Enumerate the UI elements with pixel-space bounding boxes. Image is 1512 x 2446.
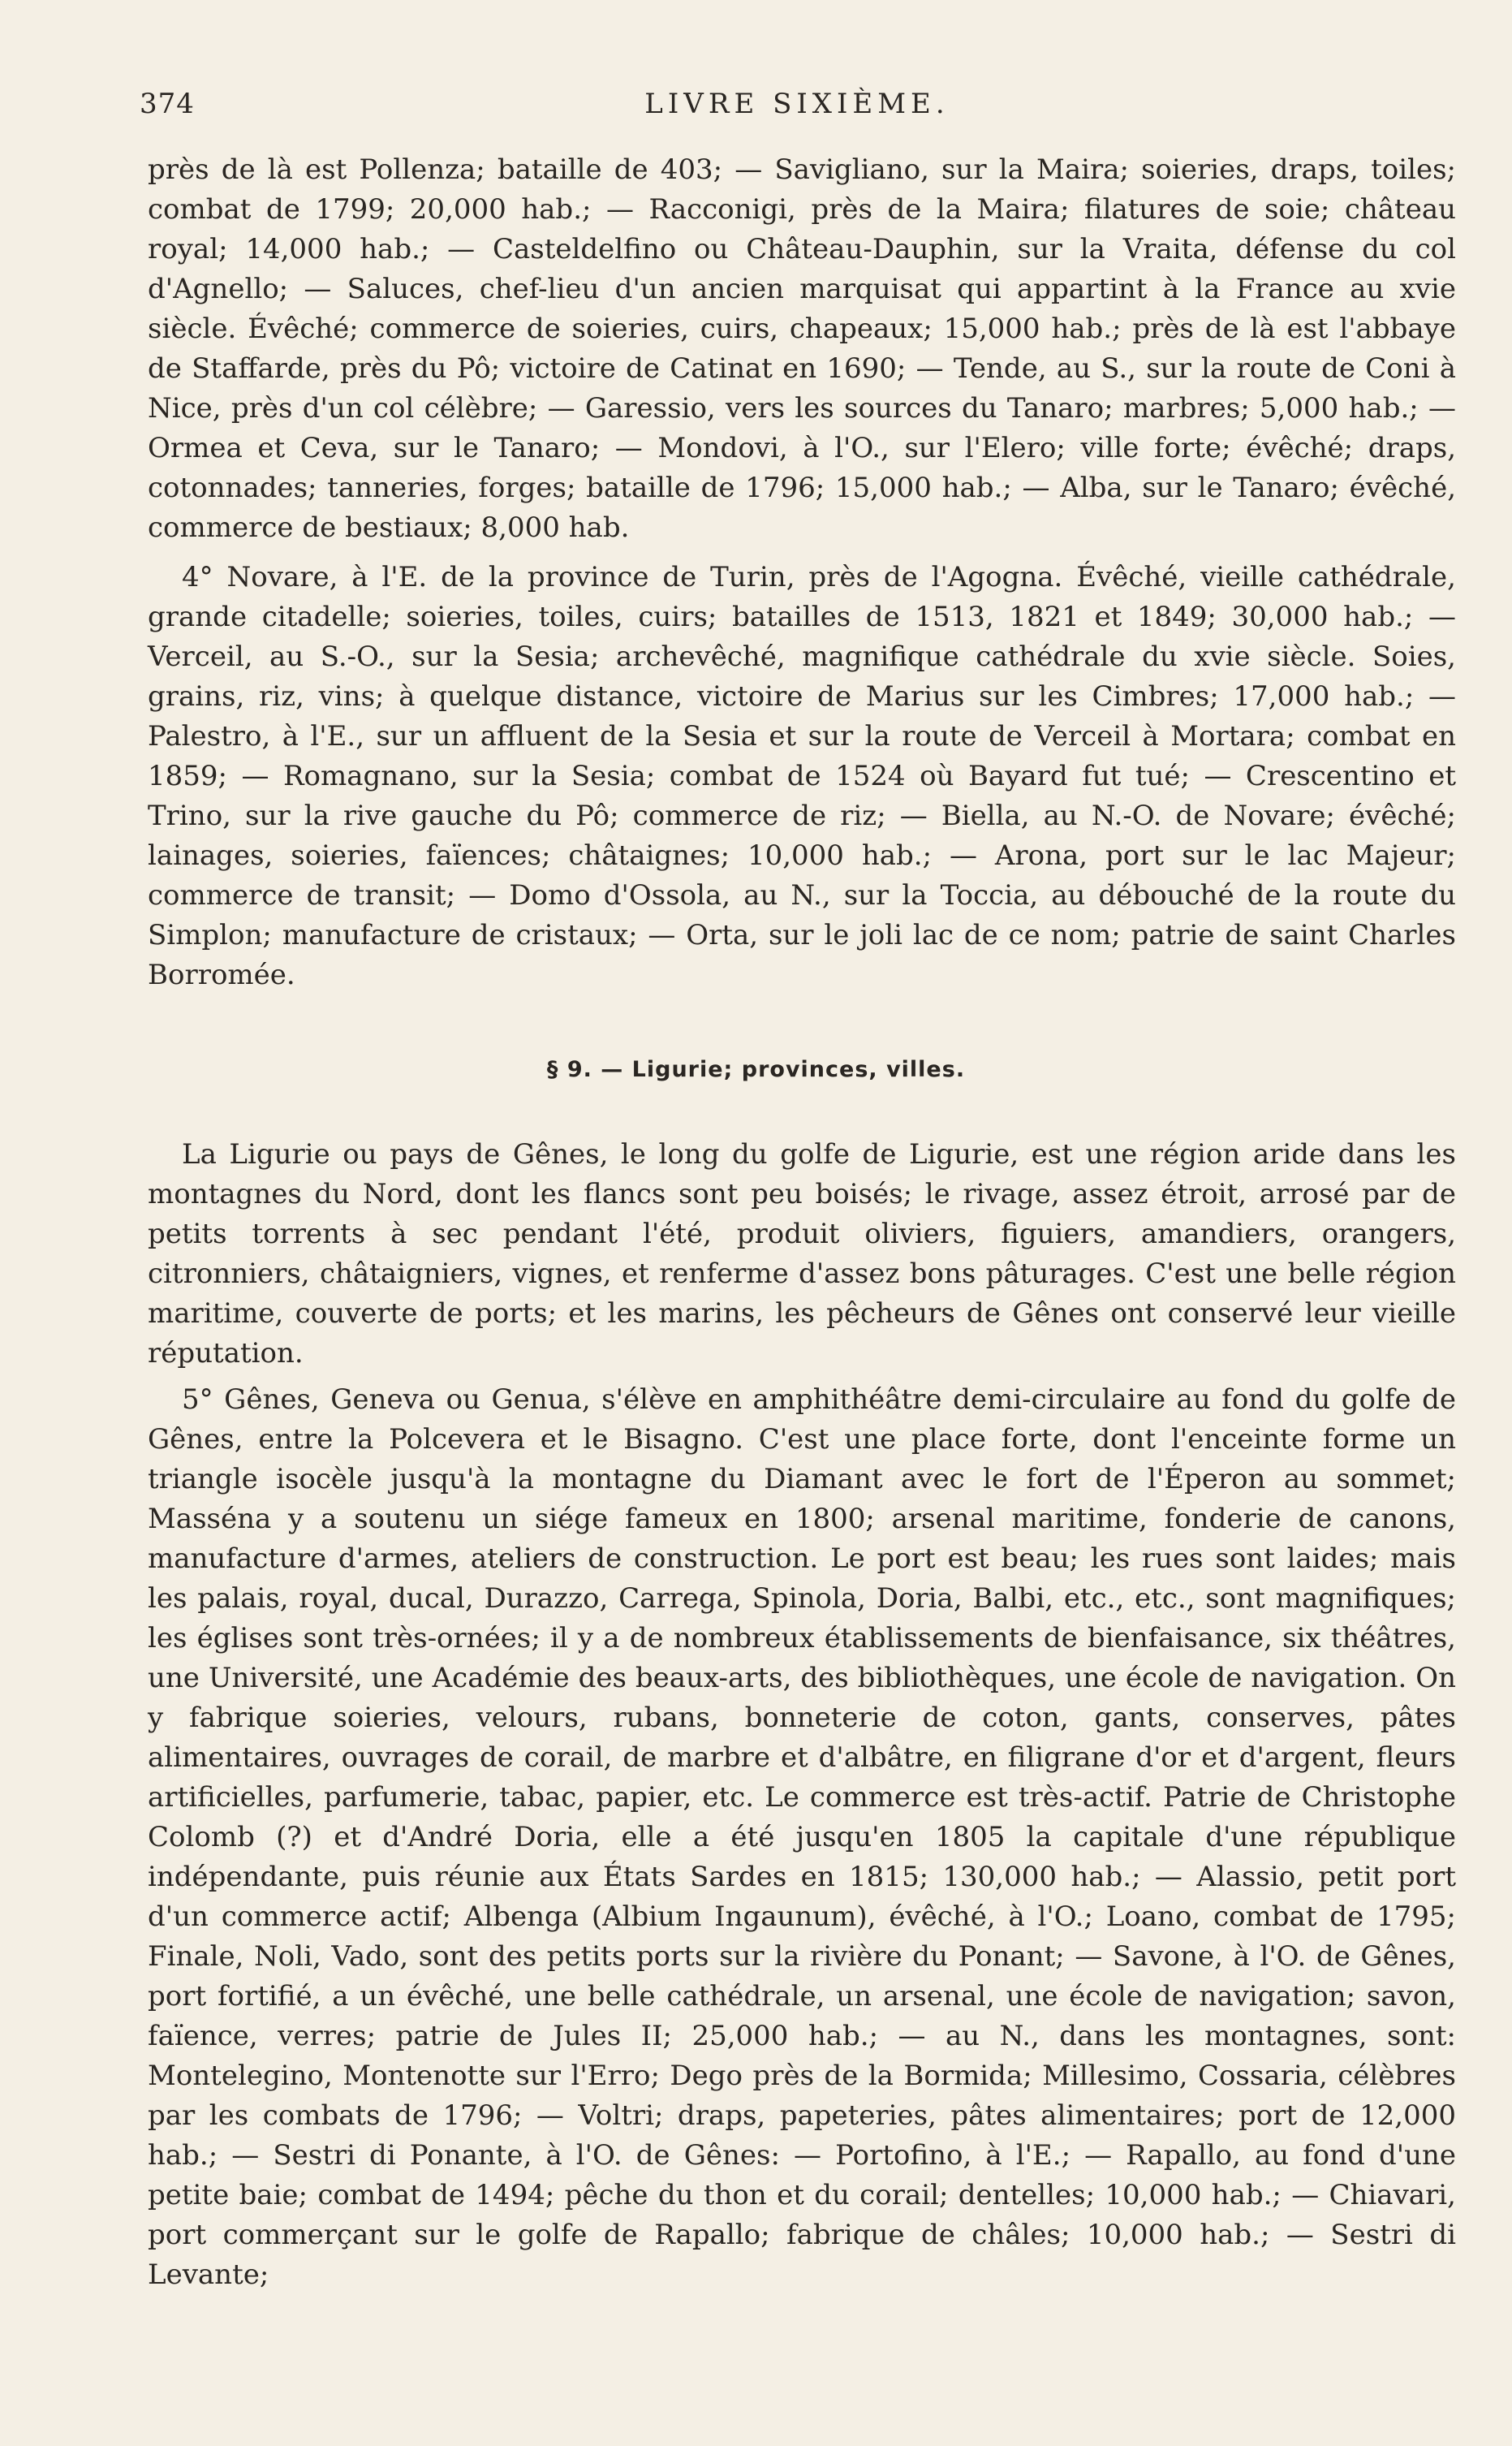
paragraph-text: La Ligurie ou pays de Gênes, le long du golfe de Ligurie, est une région aride dans les montagnes du Nord, dont les flancs sont peu boisés; le rivage, assez étroit, arrosé par de petits torrents à sec pendant l'été, produit oliviers, figuiers, amandiers, orangers, citronniers, châtaigniers, vignes, et renferme d'assez bons pâturages. C'est une belle région maritime, couverte de ports; et les marins, les pêcheurs de Gênes ont conservé leur vieille réputation. — [148, 1138, 1456, 1370]
section-heading: § 9. — Ligurie; provinces, villes. — [546, 1057, 966, 1082]
paragraph-novare — [148, 558, 1456, 995]
paragraph-piemont-towns — [148, 150, 1456, 548]
paragraph-text: 5° Gênes, Geneva ou Genua, s'élève en amphithéâtre demi-circulaire au fond du golfe de Gênes, entre la Polcevera et le Bisagno. C'est une place forte, dont l'enceinte forme un triangle isocèle jusqu'à la montagne du Diamant avec le fort de l'Éperon au sommet; Masséna y a soutenu un siége fameux en 1800; arsenal maritime, fonderie de canons, manufacture d'armes, ateliers de construction. Le port est beau; les rues sont laides; mais les palais, royal, ducal, Durazzo, Carrega, Spinola, Doria, Balbi, etc., etc., sont magnifiques; les églises sont très-ornées; il y a de nombreux établissements de bienfaisance, six théâtres, une Université, une Académie des beaux-arts, des bibliothèques, une école de navigation. On y fabrique soieries, velours, rubans, bonneterie de coton, gants, conserves, pâtes alimentaires, ouvrages de corail, de marbre et d'albâtre, en filigrane d'or et d'argent, fleurs artificielles, parfumerie, tabac, papier, etc. Le commerce est très-actif. Patrie de Christophe Colomb (?) et d'André Doria, elle a été jusqu'en 1805 la capitale d'une république indépendante, puis réunie aux États Sardes en 1815; 130,000 hab.; — Alassio, petit port d'un commerce actif; Albenga (Albium Ingaunum), évêché, à l'O.; Loano, combat de 1795; Finale, Noli, Vado, sont des petits ports sur la rivière du Ponant; — Savone, à l'O. de Gênes, port fortifié, a un évêché, une belle cathédrale, un arsenal, une école de navigation; savon, faïence, verres; patrie de Jules II; 25,000 hab.; — au N., dans les montagnes, sont: Montelegino, Montenotte sur l'Erro; Dego près de la Bormida; Millesimo, Cossaria, célèbres par les combats de 1796; — Voltri; draps, papeteries, pâtes alimentaires; port de 12,000 hab.; — Sestri di Ponante, à l'O. de Gênes: — Portofino, à l'E.; — Rapallo, au fond d'une petite baie; combat de 1494; pêche du thon et du corail; dentelles; 10,000 hab.; — Chiavari, port commerçant sur le golfe de Rapallo; fabrique de châles; 10,000 hab.; — Sestri di Levante; — [148, 1383, 1456, 2291]
page-header — [140, 88, 1454, 128]
paragraph-ligurie — [148, 1135, 1456, 1374]
page-number: 374 — [140, 88, 195, 120]
paragraph-text: 4° Novare, à l'E. de la province de Turin, près de l'Agogna. Évêché, vieille cathédrale, grande citadelle; soieries, toiles, cuirs; batailles de 1513, 1821 et 1849; 30,000 hab.; — Verceil, au S.-O., sur la Sesia; archevêché, magnifique cathédrale du xvie siècle. Soies, grains, riz, vins; à quelque distance, victoire de Marius sur les Cimbres; 17,000 hab.; — Palestro, à l'E., sur un affluent de la Sesia et sur la route de Verceil à Mortara; combat en 1859; — Romagnano, sur la Sesia; combat de 1524 où Bayard fut tué; — Crescentino et Trino, sur la rive gauche du Pô; commerce de riz; — Biella, au N.-O. de Novare; évêché; lainages, soieries, faïences; châtaignes; 10,000 hab.; — Arona, port sur le lac Majeur; commerce de transit; — Domo d'Ossola, au N., sur la Toccia, au débouché de la route du Simplon; manufacture de cristaux; — Orta, sur le joli lac de ce nom; patrie de saint Charles Borromée. — [148, 561, 1456, 991]
running-title: LIVRE SIXIÈME. — [644, 88, 950, 120]
paragraph-text: près de là est Pollenza; bataille de 403; — Savigliano, sur la Maira; soieries, draps, toiles; combat de 1799; 20,000 hab.; — Racconigi, près de la Maira; filatures de soie; château royal; 14,000 hab.; — Casteldelfino ou Château-Dauphin, sur la Vraita, défense du col d'Agnello; — Saluces, chef-lieu d'un ancien marquisat qui appartint à la France au xvie siècle. Évêché; commerce de soieries, cuirs, chapeaux; 15,000 hab.; près de là est l'abbaye de Staffarde, près du Pô; victoire de Catinat en 1690; — Tende, au S., sur la route de Coni à Nice, près d'un col célèbre; — Garessio, vers les sources du Tanaro; marbres; 5,000 hab.; — Ormea et Ceva, sur le Tanaro; — Mondovi, à l'O., sur l'Elero; ville forte; évêché; draps, cotonnades; tanneries, forges; bataille de 1796; 15,000 hab.; — Alba, sur le Tanaro; évêché, commerce de bestiaux; 8,000 hab. — [148, 153, 1456, 544]
paragraph-genes — [148, 1380, 1456, 2295]
